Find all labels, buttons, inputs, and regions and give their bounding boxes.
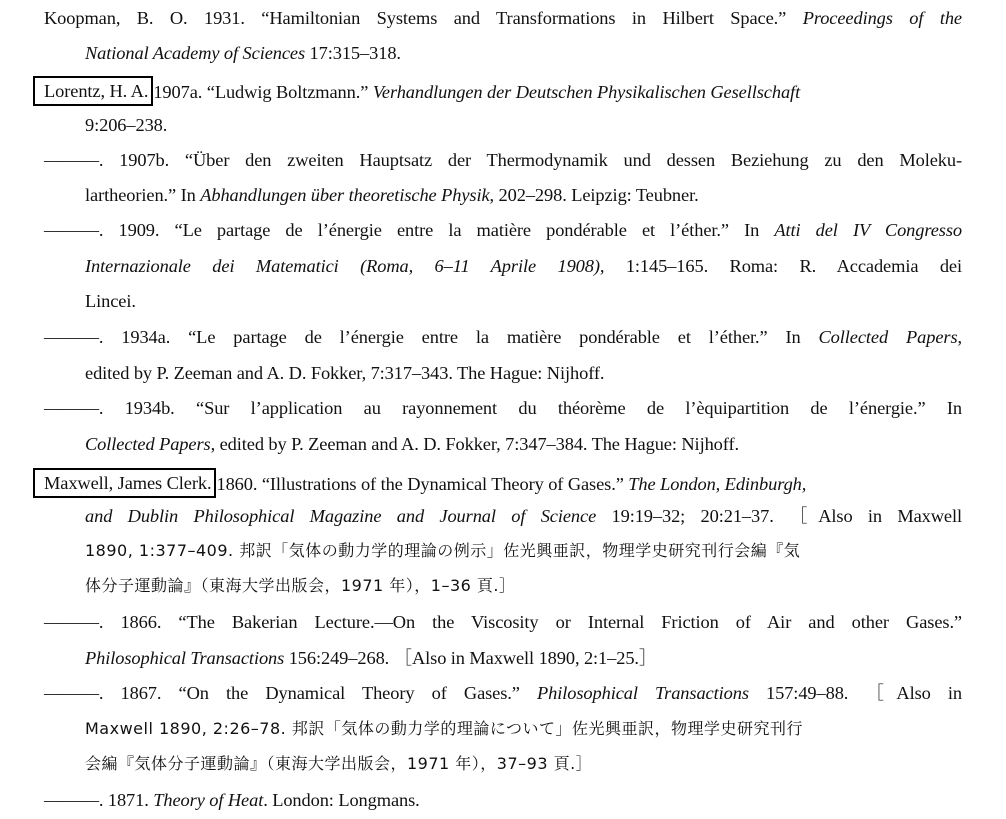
lorentz-1934b-line-1: ———. 1934b. “Sur l’application au rayonnement du théorème de l’èquipartition de l’énergie.” In [44, 398, 962, 418]
author-highlight-box: Lorentz, H. A. [33, 76, 153, 106]
maxwell-1867-line-2: Maxwell 1890, 2:26–78. 邦訳「気体の動力学的理論について」佐光興亜訳，物理学史研究刊行 [85, 719, 804, 738]
maxwell-1867-line-1: ———. 1867. “On the Dynamical Theory of Gases.” Philosophical Transactions 157:49–88. ［Also in [44, 683, 962, 703]
lorentz-1934a-line-1: ———. 1934a. “Le partage de l’énergie entre la matière pondérable et l’éther.” In Collected Papers, [44, 327, 962, 347]
lorentz-1909-line-3: Lincei. [85, 291, 136, 311]
lorentz-1934b-line-2: Collected Papers, edited by P. Zeeman and A. D. Fokker, 7:347–384. The Hague: Nijhoff. [85, 434, 739, 454]
lorentz-1909-line-1: ———. 1909. “Le partage de l’énergie entre la matière pondérable et l’éther.” In Atti del IV Congresso [44, 220, 962, 240]
maxwell-1860-line-2: and Dublin Philosophical Magazine and Journal of Science 19:19–32; 20:21–37. ［Also in Maxwell [85, 506, 963, 526]
maxwell-1871-line-1: ———. 1871. Theory of Heat. London: Longmans. [44, 790, 420, 810]
lorentz-1907b-line-1: ———. 1907b. “Über den zweiten Hauptsatz der Thermodynamik und dessen Beziehung zu den Moleku- [44, 150, 962, 170]
maxwell-1866-line-2: Philosophical Transactions 156:249–268. ［Also in Maxwell 1890, 2:1–25.］ [85, 648, 658, 668]
koopman-line-2: National Academy of Sciences 17:315–318. [85, 43, 401, 63]
maxwell-1860-line-3: 1890, 1:377–409. 邦訳「気体の動力学的理論の例示」佐光興亜訳，物理学史研究刊行会編『気 [85, 541, 801, 560]
koopman-line-1: Koopman, B. O. 1931. “Hamiltonian Systems and Transformations in Hilbert Space.” Proceedings of the [44, 8, 962, 28]
lorentz-1934a-line-2: edited by P. Zeeman and A. D. Fokker, 7:317–343. The Hague: Nijhoff. [85, 363, 605, 383]
maxwell-1867-line-3: 会編『気体分子運動論』（東海大学出版会，1971 年），37–93 頁.］ [85, 754, 593, 773]
author-highlight-box: Maxwell, James Clerk. [33, 468, 216, 498]
maxwell-1860-line-1: Maxwell, James Clerk. 1860. “Illustrations of the Dynamical Theory of Gases.” The London, Edinburgh, [44, 469, 962, 499]
maxwell-1860-line-4: 体分子運動論』（東海大学出版会，1971 年），1–36 頁.］ [85, 576, 516, 595]
lorentz-1907a-line-2: 9:206–238. [85, 115, 168, 135]
lorentz-1907a-line-1: Lorentz, H. A. 1907a. “Ludwig Boltzmann.” Verhandlungen der Deutschen Physikalischen Gesellschaft [44, 77, 962, 107]
lorentz-1907b-line-2: lartheorien.” In Abhandlungen über theoretische Physik, 202–298. Leipzig: Teubner. [85, 185, 699, 205]
maxwell-1866-line-1: ———. 1866. “The Bakerian Lecture.—On the Viscosity or Internal Friction of Air and other Gases.” [44, 612, 962, 632]
lorentz-1909-line-2: Internazionale dei Matematici (Roma, 6–11 Aprile 1908), 1:145–165. Roma: R. Accademia dei [85, 256, 962, 276]
